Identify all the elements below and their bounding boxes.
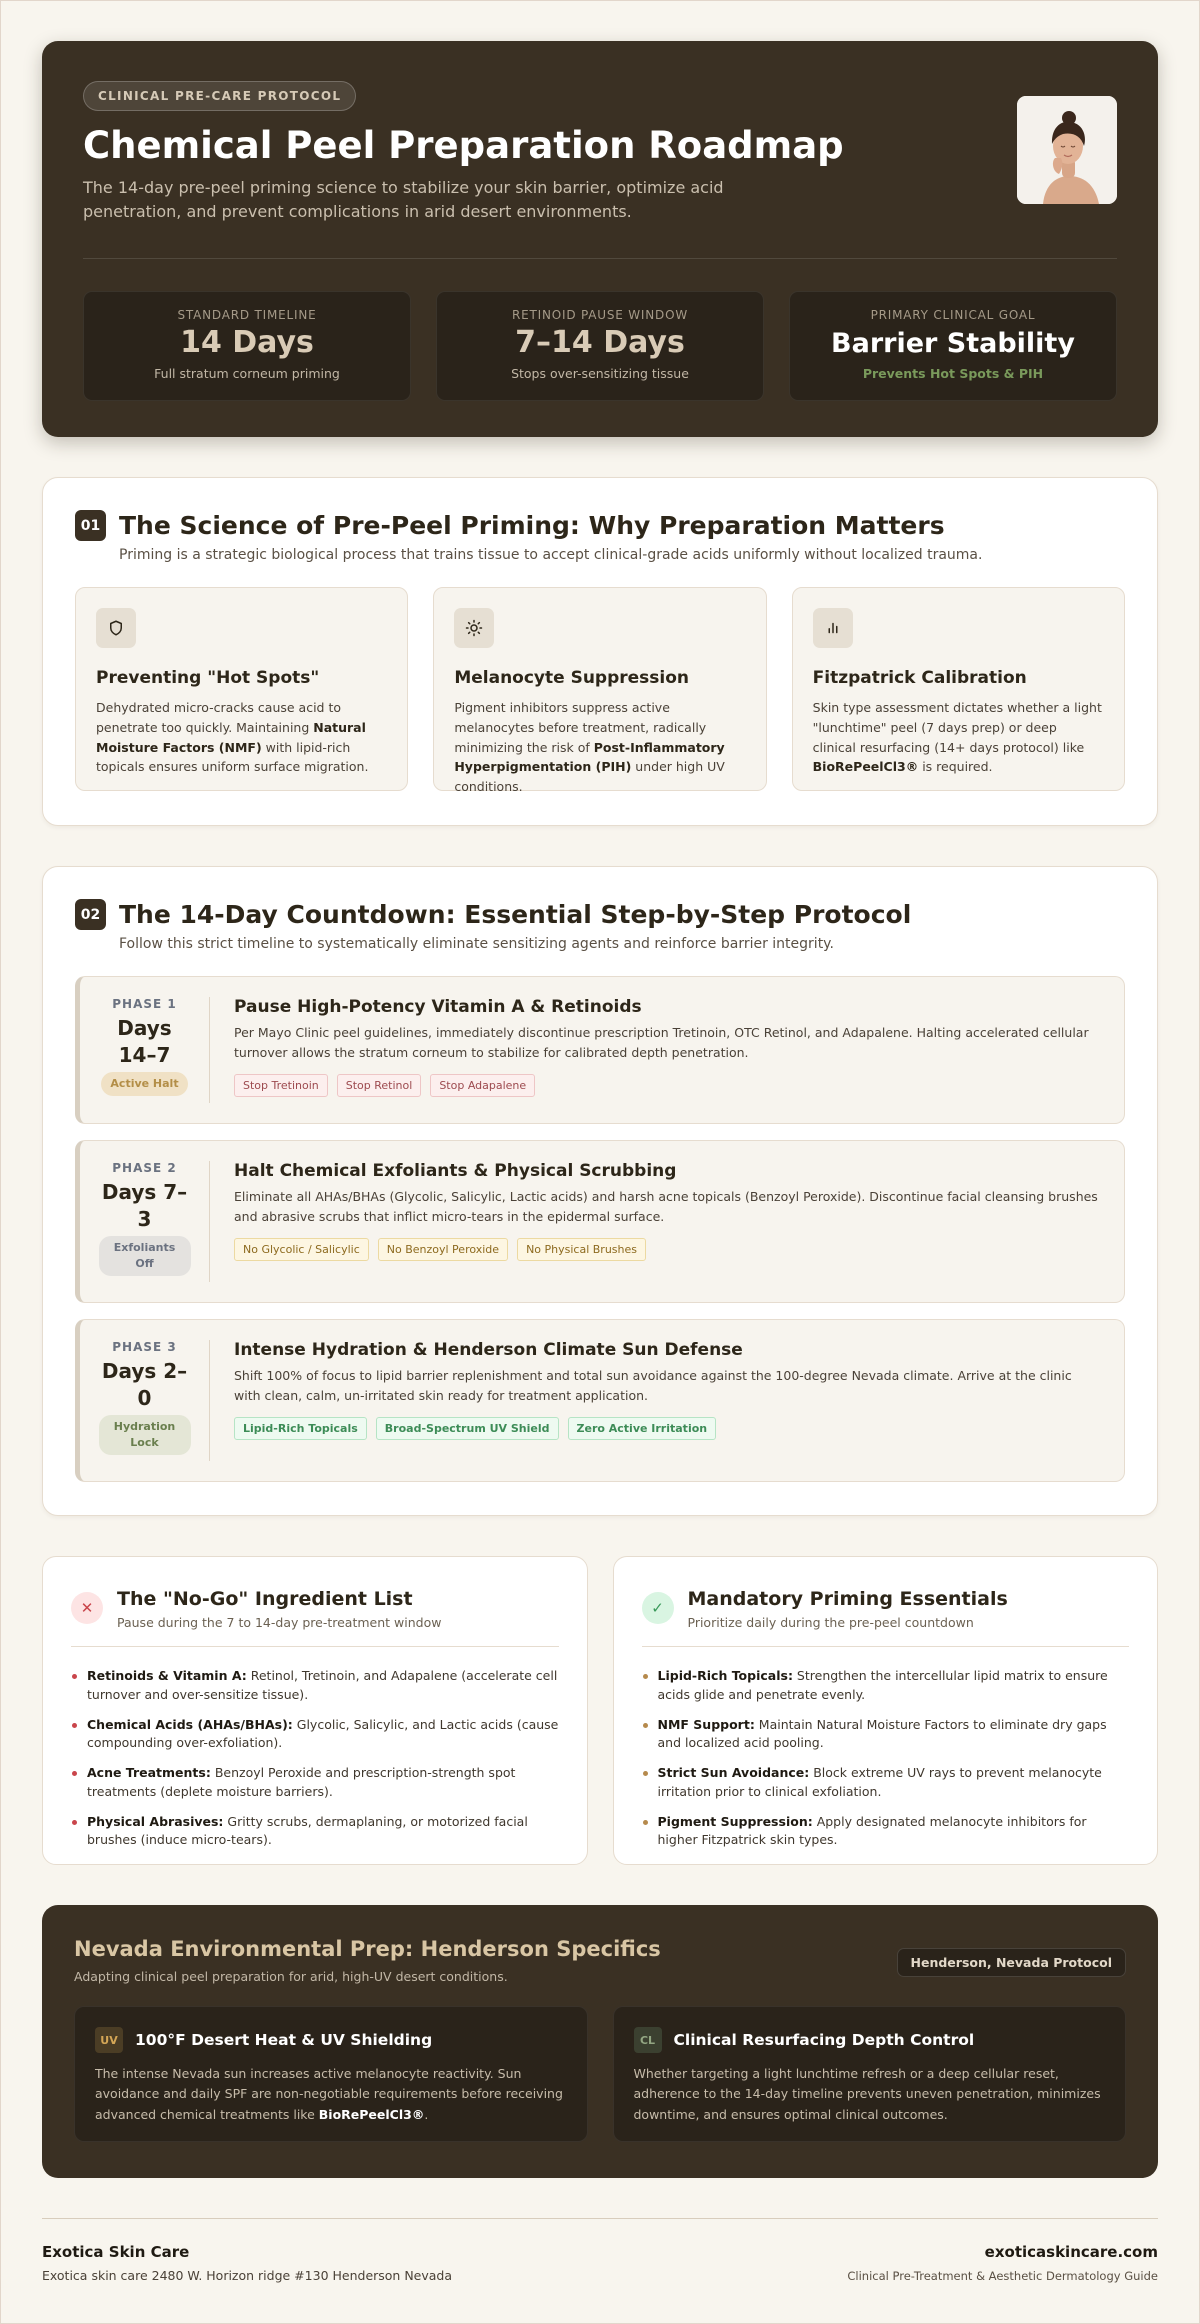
footer-brand: Exotica Skin Care (42, 2243, 190, 2261)
footer-divider (42, 2218, 1158, 2219)
phase-status-badge: Exfoliants Off (99, 1236, 191, 1276)
check-icon: ✓ (642, 1592, 674, 1624)
list-item: Retinoids & Vitamin A: Retinol, Tretinoin, and Adapalene (accelerate cell turnover and over-sensitize tissue). (71, 1667, 559, 1705)
stat-label: PRIMARY CLINICAL GOAL (870, 308, 1036, 323)
stats-row (83, 291, 1117, 401)
science-card-title: Fitzpatrick Calibration (812, 668, 1027, 688)
phase-chip: Zero Active Irritation (568, 1417, 717, 1440)
stat-note: Prevents Hot Spots & PIH (862, 365, 1044, 381)
no-go-card (42, 1556, 588, 1865)
science-card (75, 587, 408, 791)
science-card (792, 587, 1125, 791)
section-title: The 14-Day Countdown: Essential Step-by-Step Protocol (119, 900, 912, 929)
stat-note: Stops over-sensitizing tissue (511, 366, 689, 382)
model-portrait-image (1017, 96, 1117, 204)
footer-address: Exotica skin care 2480 W. Horizon ridge #130 Henderson Nevada (42, 2268, 453, 2283)
sun-icon (454, 608, 494, 648)
ingredient-lists (42, 1556, 1158, 1865)
phase-chip: Broad-Spectrum UV Shield (376, 1417, 559, 1440)
stat-note: Full stratum corneum priming (154, 366, 340, 382)
science-card-title: Melanocyte Suppression (454, 668, 690, 688)
protocol-badge: CLINICAL PRE-CARE PROTOCOL (83, 81, 356, 111)
clinical-icon: CL (634, 2027, 662, 2053)
phase-label: PHASE 1 (112, 997, 177, 1011)
stat-card-timeline (83, 291, 411, 401)
science-card-text: Skin type assessment dictates whether a light "lunchtime" peel (7 days prep) or deep clinical resurfacing (14+ days protocol) like BioRePeelCl3® is required. (812, 700, 1102, 775)
phase-chip: No Benzoyl Peroxide (378, 1238, 508, 1261)
phase-title: Halt Chemical Exfoliants & Physical Scrubbing (234, 1161, 677, 1181)
location-badge: Henderson, Nevada Protocol (897, 1948, 1126, 1977)
bar-chart-icon (813, 608, 853, 648)
phase-days: Days 14–7 (117, 1016, 172, 1067)
list-subtitle: Pause during the 7 to 14-day pre-treatment window (117, 1615, 442, 1630)
hero-divider (83, 258, 1117, 259)
phase-label: PHASE 2 (112, 1161, 177, 1175)
phase-chip: No Glycolic / Salicylic (234, 1238, 369, 1261)
section-subtitle: Priming is a strategic biological process that trains tissue to accept clinical-grade acids uniformly without localized trauma. (119, 547, 983, 563)
science-card (433, 587, 766, 794)
list-item: NMF Support: Maintain Natural Moisture Factors to eliminate dry gaps and localized acid pooling. (642, 1716, 1130, 1754)
list-item: Chemical Acids (AHAs/BHAs): Glycolic, Salicylic, and Lactic acids (cause compounding over-exfoliation). (71, 1716, 559, 1754)
footer (42, 2243, 1158, 2283)
page-title: Chemical Peel Preparation Roadmap (83, 124, 844, 167)
phase-text: Eliminate all AHAs/BHAs (Glycolic, Salicylic, Lactic acids) and harsh acne topicals (Benzoyl Peroxide). Discontinue facial cleansing brushes and abrasive scrubs that inflict micro-tears in the epidermal surface. (234, 1189, 1098, 1224)
phase-chip: Stop Adapalene (430, 1074, 535, 1097)
list-title: The "No-Go" Ingredient List (117, 1588, 413, 1610)
nevada-card-text: Whether targeting a light lunchtime refresh or a deep cellular reset, adherence to the 14-day timeline prevents uneven penetration, minimizes downtime, and ensures optimal clinical outcomes. (633, 2066, 1101, 2122)
section-subtitle: Follow this strict timeline to systematically eliminate sensitizing agents and reinforce barrier integrity. (119, 936, 834, 952)
list-item: Acne Treatments: Benzoyl Peroxide and prescription-strength spot treatments (deplete moisture barriers). (71, 1764, 559, 1802)
science-card-title: Preventing "Hot Spots" (96, 668, 320, 688)
nevada-card-title: Clinical Resurfacing Depth Control (673, 2031, 975, 2049)
nevada-card-title: 100°F Desert Heat & UV Shielding (135, 2031, 433, 2049)
nevada-section (42, 1905, 1158, 2178)
list-item: Pigment Suppression: Apply designated melanocyte inhibitors for higher Fitzpatrick skin types. (642, 1813, 1130, 1851)
phase-chip: Stop Retinol (337, 1074, 422, 1097)
stat-card-goal (789, 291, 1117, 401)
nevada-card (74, 2006, 588, 2142)
nevada-card (613, 2006, 1127, 2142)
phase-days: Days 2–0 (101, 1359, 188, 1410)
footer-website-link[interactable]: exoticaskincare.com (984, 2243, 1158, 2261)
stat-value: 14 Days (180, 325, 314, 361)
science-card-text: Dehydrated micro-cracks cause acid to penetrate too quickly. Maintaining Natural Moisture Factors (NMF) with lipid-rich topicals ensures uniform surface migration. (96, 700, 369, 775)
phase-chip: No Physical Brushes (517, 1238, 646, 1261)
list-item: Strict Sun Avoidance: Block extreme UV rays to prevent melanocyte irritation prior to clinical exfoliation. (642, 1764, 1130, 1802)
essentials-card (613, 1556, 1159, 1865)
nevada-title: Nevada Environmental Prep: Henderson Specifics (74, 1937, 661, 1961)
section-number: 01 (75, 510, 106, 541)
phase-label: PHASE 3 (112, 1340, 177, 1354)
list-item: Lipid-Rich Topicals: Strengthen the intercellular lipid matrix to ensure acids glide and penetrate evenly. (642, 1667, 1130, 1705)
stat-card-retinoid-pause (436, 291, 764, 401)
phase-title: Intense Hydration & Henderson Climate Sun Defense (234, 1340, 743, 1360)
uv-icon: UV (95, 2027, 123, 2053)
stat-label: RETINOID PAUSE WINDOW (511, 308, 688, 323)
nevada-card-text: The intense Nevada sun increases active melanocyte reactivity. Sun avoidance and daily SPF are non-negotiable requirements before receiving advanced chemical treatments like BioRePeelCl3®. (95, 2066, 563, 2122)
phase-card-1 (75, 976, 1125, 1124)
phase-title: Pause High-Potency Vitamin A & Retinoids (234, 997, 642, 1017)
phase-status-badge: Active Halt (101, 1072, 187, 1096)
list-title: Mandatory Priming Essentials (687, 1588, 1008, 1610)
science-section (42, 477, 1158, 826)
shield-icon (96, 608, 136, 648)
list-subtitle: Prioritize daily during the pre-peel countdown (687, 1615, 974, 1630)
section-number: 02 (75, 899, 106, 930)
page-subtitle: The 14-day pre-peel priming science to stabilize your skin barrier, optimize acid penetration, and prevent complications in arid desert environments. (83, 178, 724, 222)
stat-label: STANDARD TIMELINE (177, 308, 317, 323)
science-card-text: Pigment inhibitors suppress active melanocytes before treatment, radically minimizing the risk of Post-Inflammatory Hyperpigmentation (PIH) under high UV conditions. (454, 700, 725, 794)
phase-chip: Lipid-Rich Topicals (234, 1417, 367, 1440)
phase-text: Per Mayo Clinic peel guidelines, immediately discontinue prescription Tretinoin, OTC Retinol, and Adapalene. Halting accelerated cellular turnover allows the stratum corneum to stabilize for calibrated depth penetration. (234, 1025, 1089, 1060)
footer-guide-label: Clinical Pre-Treatment & Aesthetic Dermatology Guide (847, 2269, 1158, 2283)
x-icon: ✕ (71, 1592, 103, 1624)
stat-value: 7–14 Days (515, 325, 685, 361)
list-item: Physical Abrasives: Gritty scrubs, dermaplaning, or motorized facial brushes (induce micro-tears). (71, 1813, 559, 1851)
phase-card-3 (75, 1319, 1125, 1482)
phase-status-badge: Hydration Lock (99, 1415, 191, 1455)
nevada-subtitle: Adapting clinical peel preparation for arid, high-UV desert conditions. (74, 1969, 508, 1984)
stat-value: Barrier Stability (831, 328, 1075, 360)
phase-days: Days 7–3 (101, 1180, 188, 1231)
countdown-section (42, 866, 1158, 1516)
phase-card-2 (75, 1140, 1125, 1303)
section-title: The Science of Pre-Peel Priming: Why Preparation Matters (119, 511, 945, 540)
phase-text: Shift 100% of focus to lipid barrier replenishment and total sun avoidance against the 100-degree Nevada climate. Arrive at the clinic with clean, calm, un-irritated skin ready for treatment application. (234, 1368, 1072, 1403)
phase-chip: Stop Tretinoin (234, 1074, 328, 1097)
hero-banner (42, 41, 1158, 437)
